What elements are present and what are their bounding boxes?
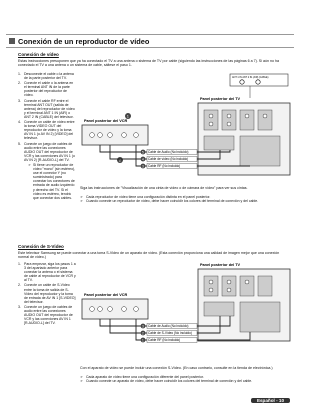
- tv-jack-icon: [209, 288, 213, 292]
- video-step: 2. Conecte el cable o la antena en el terminal ANT IN de la parte posterior del reproductor de vídeo.: [18, 81, 74, 98]
- svg-text:3: 3: [142, 324, 144, 329]
- tv-port-block: [222, 110, 236, 130]
- svideo-step: 2. Conecte un cable de S-Vídeo entre la toma de salida de S-Vídeo del reproductor y la toma de entrada de AV IN 1 [S-VIDEO] del televisor.: [18, 283, 76, 304]
- section-title-bar: [6, 34, 294, 48]
- bullet-item: ➢ Cuando conecte un aparato de vídeo, debe hacer coincidir los colores del terminal de conexión y del cable.: [80, 379, 253, 384]
- video-intro: Estas instrucciones presuponen que ya ha conectado el TV a una antena o sistema de TV por cable (siguiendo las instrucciones de las páginas 6 a 7). Si aún no ha conectado el TV a una antena o un sistema de cable, sáltese el paso 1.: [18, 59, 279, 68]
- video-steps: [18, 72, 76, 200]
- video-connection-diagram: [80, 70, 295, 185]
- audio-cable-label: Cable de Audio (No incluido): [148, 324, 189, 328]
- vcr-jack-icon: [108, 307, 113, 312]
- vcr-jack-icon: [90, 307, 95, 312]
- page-title: Conexión de un reproductor de vídeo: [18, 36, 150, 46]
- ant1-port-icon: [240, 80, 244, 84]
- vcr-panel-label: Panel posterior del VCR: [84, 293, 128, 297]
- rf-cable-label: Cable RF (No incluido): [148, 338, 181, 342]
- video-after-text: Siga las instrucciones de "Visualización de una cinta de vídeo o de cámara de vídeo" para ver sus cintas.: [80, 186, 248, 190]
- svg-text:2: 2: [118, 157, 122, 163]
- ant2-port-icon: [256, 80, 260, 84]
- vcr-jack-icon: [98, 307, 103, 312]
- video-step: 5. Conecte un juego de cables de audio entre las conexiones AUDIO OUT del reproductor de VCR y las conexiones AV IN 1 (o AV IN 2) [R-AUDIO-L] del TV.: [18, 141, 75, 162]
- svg-text:1: 1: [142, 338, 144, 343]
- tv-port-block: [204, 136, 234, 150]
- audio-cable-label: Cable de Audio (No incluido): [148, 150, 189, 154]
- tv-port-block: [204, 302, 234, 316]
- tv-jack-icon: [209, 114, 213, 118]
- bullet-item: ➢ Cada reproductor de vídeo tiene una configuración distinta en el panel posterior.: [80, 195, 211, 199]
- vcr-jack-icon: [90, 133, 95, 138]
- video-step: 3. Conecte el cable RF entre el terminal ANT OUT (salida de antena) del reproductor de vídeo y el terminal ANT 1 IN (AIR) o ANT 2 IN (CABLE) del televisor.: [18, 98, 75, 119]
- tv-jack-icon: [227, 114, 231, 118]
- tv-port-block: [240, 302, 280, 332]
- tv-jack-icon: [209, 280, 213, 284]
- svg-text:3: 3: [142, 164, 144, 169]
- tv-jack-icon: [263, 114, 267, 118]
- video-step: 4. Conecte un cable de vídeo entre la toma VIDEO OUT del reproductor de vídeo y la toma AV IN 1 (o AV IN 2) [VIDEO] del televisor.: [18, 120, 75, 141]
- svideo-bullets: [80, 375, 290, 383]
- video-cable-label: Cable de vídeo (No incluido): [148, 157, 189, 161]
- vcr-jack-icon: [134, 133, 139, 138]
- svideo-steps: [18, 262, 76, 326]
- cable-label-group: [141, 150, 197, 169]
- tv-port-block: [258, 276, 272, 296]
- tv-jack-icon: [245, 114, 249, 118]
- tv-jack-icon: [209, 122, 213, 126]
- video-heading: Conexión de vídeo: [18, 52, 59, 57]
- svg-text:5: 5: [142, 150, 144, 155]
- bullet-item: ➢ Cuando conecte un reproductor de vídeo, debe hacer coincidir los colores del terminal de conexión y del cable.: [80, 199, 259, 204]
- rf-cable-label: Cable RF (No incluido): [148, 164, 181, 168]
- vcr-jack-icon: [134, 307, 139, 312]
- svg-text:1: 1: [126, 113, 130, 119]
- svideo-step: 3. Conecte un juego de cables de audio entre las conexiones AUDIO OUT del reproductor de VCR y las conexiones AV IN 1 [R-AUDIO-L] del TV.: [18, 304, 73, 326]
- tv-port-block: [240, 136, 280, 166]
- tv-port-block: [204, 110, 218, 130]
- vcr-jack-icon: [122, 307, 127, 312]
- svideo-step: 1. Para empezar, siga los pasos 1 a 3 del apartado anterior para conectar la antena o el sistema de cable al reproductor de VCR y al TV.: [18, 262, 76, 283]
- tv-panel-label: Panel posterior del TV: [200, 263, 241, 267]
- tv-panel-label: Panel posterior del TV: [200, 97, 241, 101]
- bullet-item: ➢ Cada aparato de vídeo tiene una configuración diferente del panel posterior.: [80, 375, 204, 379]
- vcr-jack-icon: [108, 133, 113, 138]
- tv-port-block: [204, 276, 218, 296]
- tv-port-block: [258, 110, 272, 130]
- video-bullets: [80, 195, 290, 203]
- svideo-after-text: Con el aparato de vídeo se puede incluir una conexión S-Vídeo. (En caso contrario, consulte en la tienda de electrónica.): [80, 366, 273, 370]
- svideo-intro: Este televisor Samsung se puede conectar a una toma S-Video de un aparato de vídeo. (Esta conexión proporciona una calidad de imagen mejor que una conexión normal de vídeo.): [18, 251, 280, 260]
- svideo-connection-diagram: [80, 260, 295, 375]
- tv-jack-icon: [227, 280, 231, 284]
- tv-port-block: [222, 276, 236, 296]
- video-note: ➢ Si tiene un reproductor de vídeo "mono" (sin estéreo), use el conector Y (no suministrado) para conectar los conectores de entrada de audio izquierdo y derecho del TV. Si el vídeo es estéreo, tendrá que conectar dos cables.: [28, 162, 76, 200]
- cable-label-group: [141, 324, 197, 343]
- tv-jack-icon: [245, 280, 249, 284]
- svideo-cable-label: Cable de S-Vídeo (No incluido): [148, 331, 192, 335]
- page-footer: Español - 10: [251, 398, 290, 403]
- tv-port-block: [240, 276, 254, 296]
- tv-jack-icon: [227, 122, 231, 126]
- vcr-jack-icon: [122, 133, 127, 138]
- video-step: 1. Desconecte el cable o la antena de la parte posterior del TV.: [18, 72, 74, 81]
- tv-port-block: [240, 110, 254, 130]
- title-square-icon: [9, 38, 15, 44]
- svg-text:2: 2: [142, 331, 144, 336]
- tv-jack-icon: [227, 288, 231, 292]
- vcr-panel-label: Panel posterior del VCR: [84, 119, 128, 123]
- svg-text:4: 4: [142, 157, 144, 162]
- svideo-heading: Conexión de S-Video: [18, 244, 64, 249]
- vcr-jack-icon: [98, 133, 103, 138]
- port-callout-text: ANT 1 IN ANT 2 IN (AIR) (CABLE): [232, 76, 269, 79]
